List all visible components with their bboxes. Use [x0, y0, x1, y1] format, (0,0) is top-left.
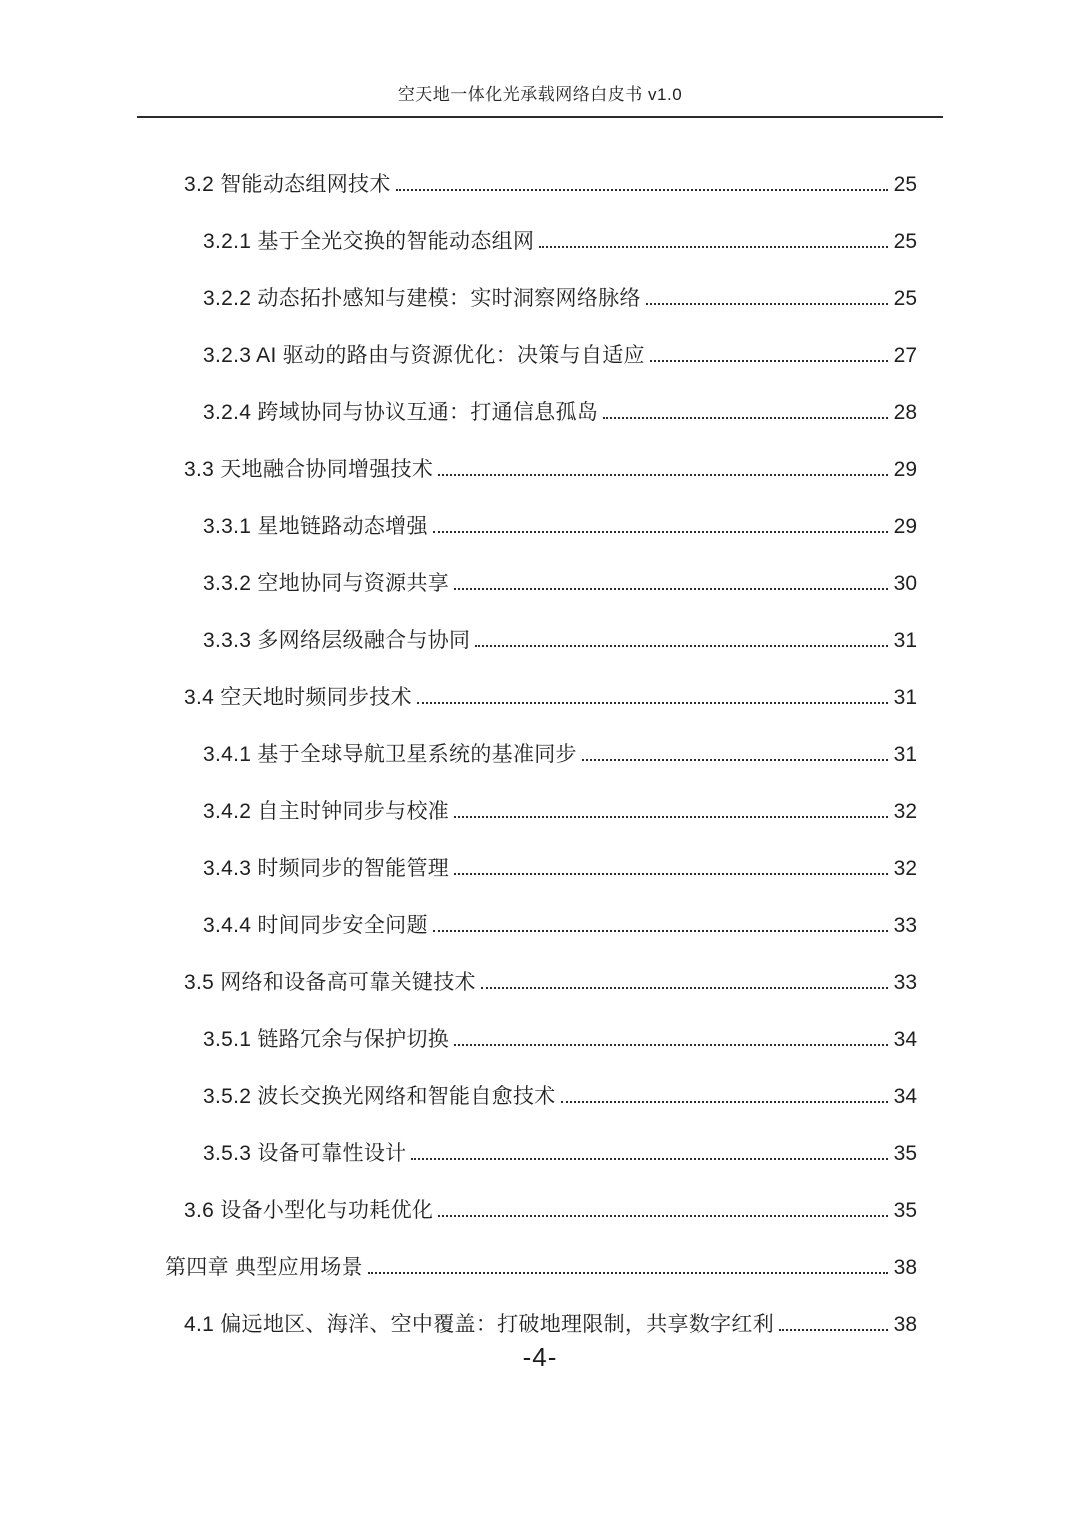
- toc-leader-dots: [411, 1158, 887, 1160]
- toc-leader-dots: [603, 417, 888, 419]
- toc-entry-label: 3.4.3 时频同步的智能管理: [203, 857, 450, 880]
- toc-entry-page: 28: [893, 401, 917, 424]
- toc-entry-label: 3.4.1 基于全球导航卫星系统的基准同步: [203, 743, 577, 766]
- toc-leader-dots: [646, 303, 888, 305]
- toc-leader-dots: [454, 588, 888, 590]
- toc-entry-label: 第四章 典型应用场景: [165, 1256, 363, 1279]
- toc-entry-page: 29: [893, 458, 917, 481]
- toc-entry: [165, 630, 917, 652]
- toc-entry: [165, 459, 917, 481]
- toc-entry: [165, 801, 917, 823]
- toc-entry: [165, 744, 917, 766]
- toc-entry-page: 32: [893, 857, 917, 880]
- toc-entry-label: 3.5 网络和设备高可靠关键技术: [184, 971, 476, 994]
- toc-entry-page: 29: [893, 515, 917, 538]
- toc-entry: [165, 288, 917, 310]
- toc-entry-page: 34: [893, 1028, 917, 1051]
- page-footer: [0, 1342, 1080, 1373]
- toc-leader-dots: [454, 816, 888, 818]
- toc-entry: [165, 1200, 917, 1222]
- toc-entry-page: 32: [893, 800, 917, 823]
- toc-leader-dots: [481, 987, 888, 989]
- toc-leader-dots: [475, 645, 887, 647]
- toc-entry: [165, 687, 917, 709]
- toc-entry-label: 3.3.3 多网络层级融合与协同: [203, 629, 471, 652]
- header-divider: [137, 116, 943, 118]
- toc-entry-page: 31: [893, 743, 917, 766]
- toc-entry-page: 25: [893, 173, 917, 196]
- page-number: -4-: [522, 1342, 558, 1372]
- toc-leader-dots: [396, 189, 888, 191]
- toc-entry: [165, 345, 917, 367]
- toc-entry: [165, 516, 917, 538]
- toc-entry: [165, 1143, 917, 1165]
- toc-entry-label: 3.3 天地融合协同增强技术: [184, 458, 434, 481]
- document-header: [0, 80, 1080, 105]
- toc-entry-label: 3.2 智能动态组网技术: [184, 173, 391, 196]
- toc-entry: [165, 573, 917, 595]
- toc-entry: [165, 1257, 917, 1279]
- toc-leader-dots: [454, 1044, 888, 1046]
- toc-entry-label: 3.4.4 时间同步安全问题: [203, 914, 428, 937]
- toc-entry-page: 34: [893, 1085, 917, 1108]
- toc-entry: [165, 1086, 917, 1108]
- toc-leader-dots: [650, 360, 888, 362]
- toc-leader-dots: [368, 1272, 888, 1274]
- toc-entry-page: 25: [893, 287, 917, 310]
- toc-entry-page: 30: [893, 572, 917, 595]
- toc-entry-page: 27: [893, 344, 917, 367]
- toc-entry-label: 3.2.1 基于全光交换的智能动态组网: [203, 230, 535, 253]
- toc-entry: [165, 915, 917, 937]
- document-title: 空天地一体化光承载网络白皮书 v1.0: [397, 85, 683, 104]
- toc-entry-label: 3.5.1 链路冗余与保护切换: [203, 1028, 450, 1051]
- toc-leader-dots: [438, 474, 887, 476]
- toc-entry-label: 3.3.2 空地协同与资源共享: [203, 572, 450, 595]
- toc-entry: [165, 402, 917, 424]
- toc-entry: [165, 972, 917, 994]
- toc-entry-page: 35: [893, 1199, 917, 1222]
- toc-leader-dots: [539, 246, 887, 248]
- toc-entry-page: 35: [893, 1142, 917, 1165]
- toc-entry-page: 33: [893, 914, 917, 937]
- toc-entry: [165, 1029, 917, 1051]
- toc-entry: [165, 231, 917, 253]
- toc-entry-page: 33: [893, 971, 917, 994]
- toc-leader-dots: [582, 759, 888, 761]
- toc-entry-label: 3.6 设备小型化与功耗优化: [184, 1199, 434, 1222]
- toc-entry-label: 3.2.3 AI 驱动的路由与资源优化：决策与自适应: [203, 344, 645, 367]
- toc-leader-dots: [561, 1101, 888, 1103]
- toc-entry: [165, 1314, 917, 1336]
- toc-leader-dots: [417, 702, 888, 704]
- toc-entry: [165, 174, 917, 196]
- toc-leader-dots: [433, 930, 888, 932]
- toc-entry-label: 3.4.2 自主时钟同步与校准: [203, 800, 450, 823]
- table-of-contents: [165, 174, 917, 1371]
- toc-entry: [165, 858, 917, 880]
- toc-entry-page: 31: [893, 686, 917, 709]
- toc-entry-label: 4.1 偏远地区、海洋、空中覆盖：打破地理限制，共享数字红利: [184, 1313, 775, 1336]
- toc-leader-dots: [433, 531, 888, 533]
- toc-entry-label: 3.2.2 动态拓扑感知与建模：实时洞察网络脉络: [203, 287, 641, 310]
- toc-entry-label: 3.3.1 星地链路动态增强: [203, 515, 428, 538]
- toc-entry-label: 3.5.3 设备可靠性设计: [203, 1142, 407, 1165]
- toc-entry-page: 25: [893, 230, 917, 253]
- toc-leader-dots: [438, 1215, 887, 1217]
- toc-leader-dots: [454, 873, 888, 875]
- toc-entry-label: 3.5.2 波长交换光网络和智能自愈技术: [203, 1085, 556, 1108]
- toc-entry-label: 3.2.4 跨域协同与协议互通：打通信息孤岛: [203, 401, 599, 424]
- toc-entry-page: 31: [893, 629, 917, 652]
- toc-entry-page: 38: [893, 1256, 917, 1279]
- toc-entry-label: 3.4 空天地时频同步技术: [184, 686, 412, 709]
- toc-leader-dots: [779, 1329, 888, 1331]
- toc-entry-page: 38: [893, 1313, 917, 1336]
